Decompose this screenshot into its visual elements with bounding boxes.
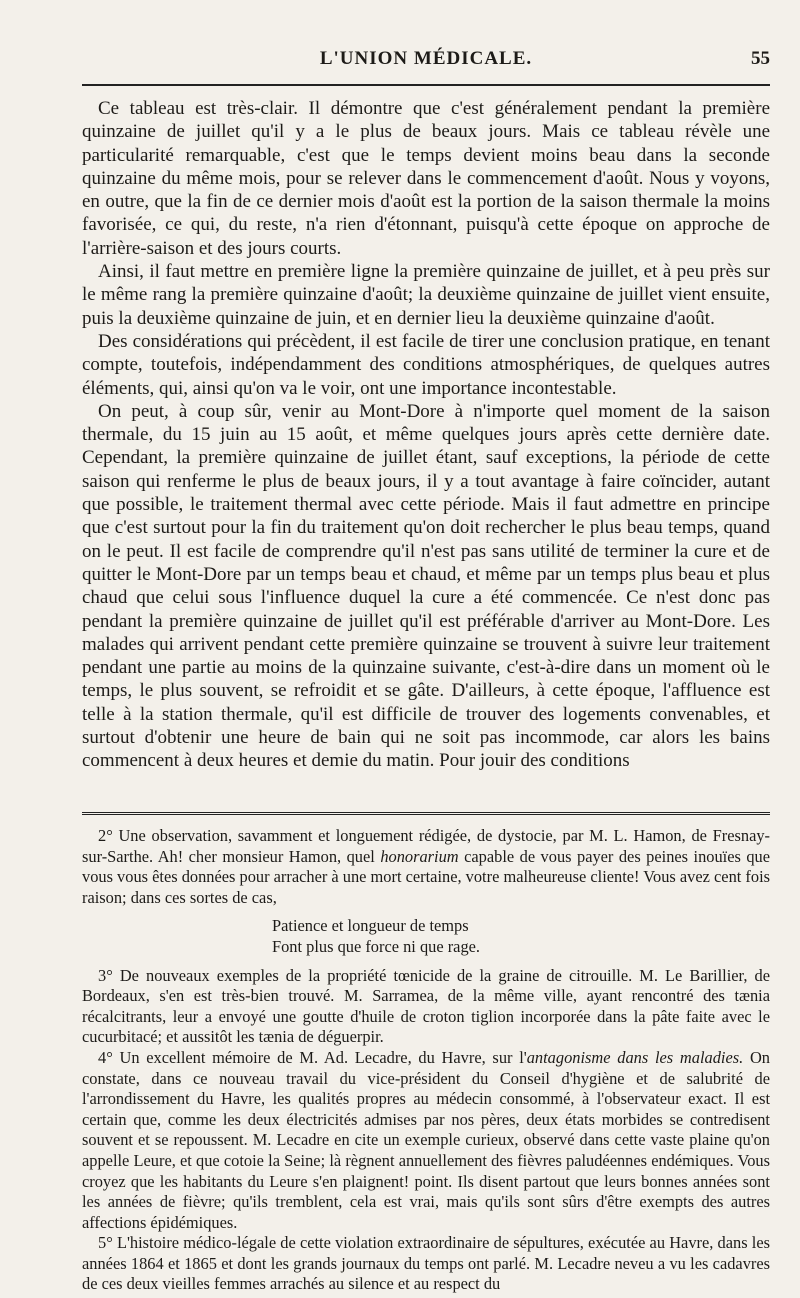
running-title: L'UNION MÉDICALE. xyxy=(319,48,533,69)
page-header xyxy=(82,48,770,82)
note-2-text-a: 2° Une observation, savamment et longuement rédigée, de dystocie, par M. L. Hamon, de Fresnay-sur-Sarthe. Ah! cher monsieur Hamon, quel xyxy=(82,826,770,866)
note-3: 3° De nouveaux exemples de la propriété tœnicide de la graine de citrouille. M. Le Barillier, de Bordeaux, s'en est très-bien trouvé. M. Sarramea, de la même ville, ayant rencontré des tænia récalcitrants, leur a envoyé une goutte d'huile de croton tiglion incorporée dans la pâte faite avec le cucurbitacé; et aussitôt les tænia de déguerpir. xyxy=(82,965,770,1047)
header-rule xyxy=(82,84,770,86)
paragraph: Ainsi, il faut mettre en première ligne la première quinzaine de juillet, et à peu près sur le même rang la première quinzaine d'août; la deuxième quinzaine de juillet vient ensuite, puis la deuxième quinzaine de juin, et en dernier lieu la deuxième quinzaine d'août. xyxy=(82,261,770,329)
note-5: 5° L'histoire médico-légale de cette violation extraordinaire de sépultures, exécutée au Havre, dans les années 1864 et 1865 et dont les grands journaux du temps ont parlé. M. Lecadre neveu a vu les cadavres de ces deux vieilles femmes arrachés au silence et au respect du xyxy=(82,1233,770,1294)
note-4-text-a: 4° Un excellent mémoire de M. Ad. Lecadre, du Havre, sur l' xyxy=(98,1047,527,1067)
proverb-line-1: Patience et longueur de temps xyxy=(272,916,469,936)
note-4 xyxy=(82,1048,770,1233)
paragraph: Des considérations qui précèdent, il est facile de tirer une conclusion pratique, en tenant compte, toutefois, indépendamment des conditions atmosphériques, de quelques autres éléments, qui, ainsi qu'on va le voir, ont une importance incontestable. xyxy=(82,330,770,399)
note-2 xyxy=(82,826,770,908)
main-text xyxy=(82,97,770,773)
note-2-text-b: capable de vous payer des peines inouïes que vous vous êtes données pour arracher à une mort certaine, votre malheureuse cliente! Vous avez cent fois raison; dans ces sortes de cas, xyxy=(82,846,770,907)
note-4-italic: antagonisme dans les maladies. xyxy=(526,1047,744,1067)
paragraph: On peut, à coup sûr, venir au Mont-Dore à n'importe quel moment de la saison thermale, du 15 juin au 15 août, et même quelques jours après cette dernière date. Cependant, la première quinzaine de juillet étant, sauf exceptions, la période de cette saison qui renferme le plus de beaux jours, il y a tout avantage à faire coïncider, autant que possible, le traitement thermal avec cette période. Mais il faut admettre en principe que c'est surtout pour la fin du traitement qu'on doit rechercher le plus beau temps, quand on le peut. Il est facile de comprendre qu'il n'est pas sans utilité de terminer la cure et de quitter le Mont-Dore par un temps beau et chaud, et même par un temps plus beau et plus chaud que celui sous l'influence duquel la cure a été commencée. Ce n'est donc pas pendant la première quinzaine de juillet qu'il est préférable d'arriver au Mont-Dore. Les malades qui arrivent pendant cette première quinzaine se trouvent à suivre leur traitement pendant une partie au moins de la quinzaine suivante, c'est-à-dire dans un moment où le temps, le plus souvent, se refroidit et se gâte. D'ailleurs, à cette époque, l'affluence est telle à la station thermale, qu'il est difficile de trouver des logements convenables, et surtout d'obtenir une heure de bain qui ne soit pas incommode, car alors les bains commencent à deux heures et demie du matin. Pour jouir des conditions xyxy=(82,400,770,772)
feuilleton-notes xyxy=(82,826,770,1295)
section-divider xyxy=(82,812,770,817)
page-number: 55 xyxy=(751,48,770,69)
proverb-quote xyxy=(272,916,770,957)
paragraph: Ce tableau est très-clair. Il démontre que c'est généralement pendant la première quinzaine de juillet qu'il y a le plus de beaux jours. Mais ce tableau révèle une particularité remarquable, c'est que le temps devient moins beau dans la seconde quinzaine du même mois, pour se relever dans le commencement d'août. Nous y voyons, en outre, que la fin de ce dernier mois d'août est la portion de la saison thermale la moins favorisée, ce qui, du reste, n'a rien d'étonnant, puisqu'à cette époque on approche de l'arrière-saison et des jours courts. xyxy=(82,98,770,259)
proverb-line-2: Font plus que force ni que rage. xyxy=(272,936,481,956)
note-4-text-b: On constate, dans ce nouveau travail du vice-président du Conseil d'hygiène et de salubrité de l'arrondissement du Havre, les qualités propres au médecin consommé, à l'observateur exact. Il est certain que, comme les deux électricités admises par nos pères, deux états morbides se contredisent souvent et se repoussent. M. Lecadre en cite un exemple curieux, observé dans cette vaste plaine qu'on appelle Leure, et que cotoie la Seine; là règnent annuellement des fièvres paludéennes endémiques. Vous croyez que les habitants du Leure s'en plaignent! point. Ils disent partout que leurs bonnes années sont les années de fièvre; qu'ils tremblent, cela est vrai, mais qu'ils sont sûrs d'être exempts des autres affections épidémiques. xyxy=(82,1047,770,1232)
note-2-italic: honorarium xyxy=(380,846,459,866)
